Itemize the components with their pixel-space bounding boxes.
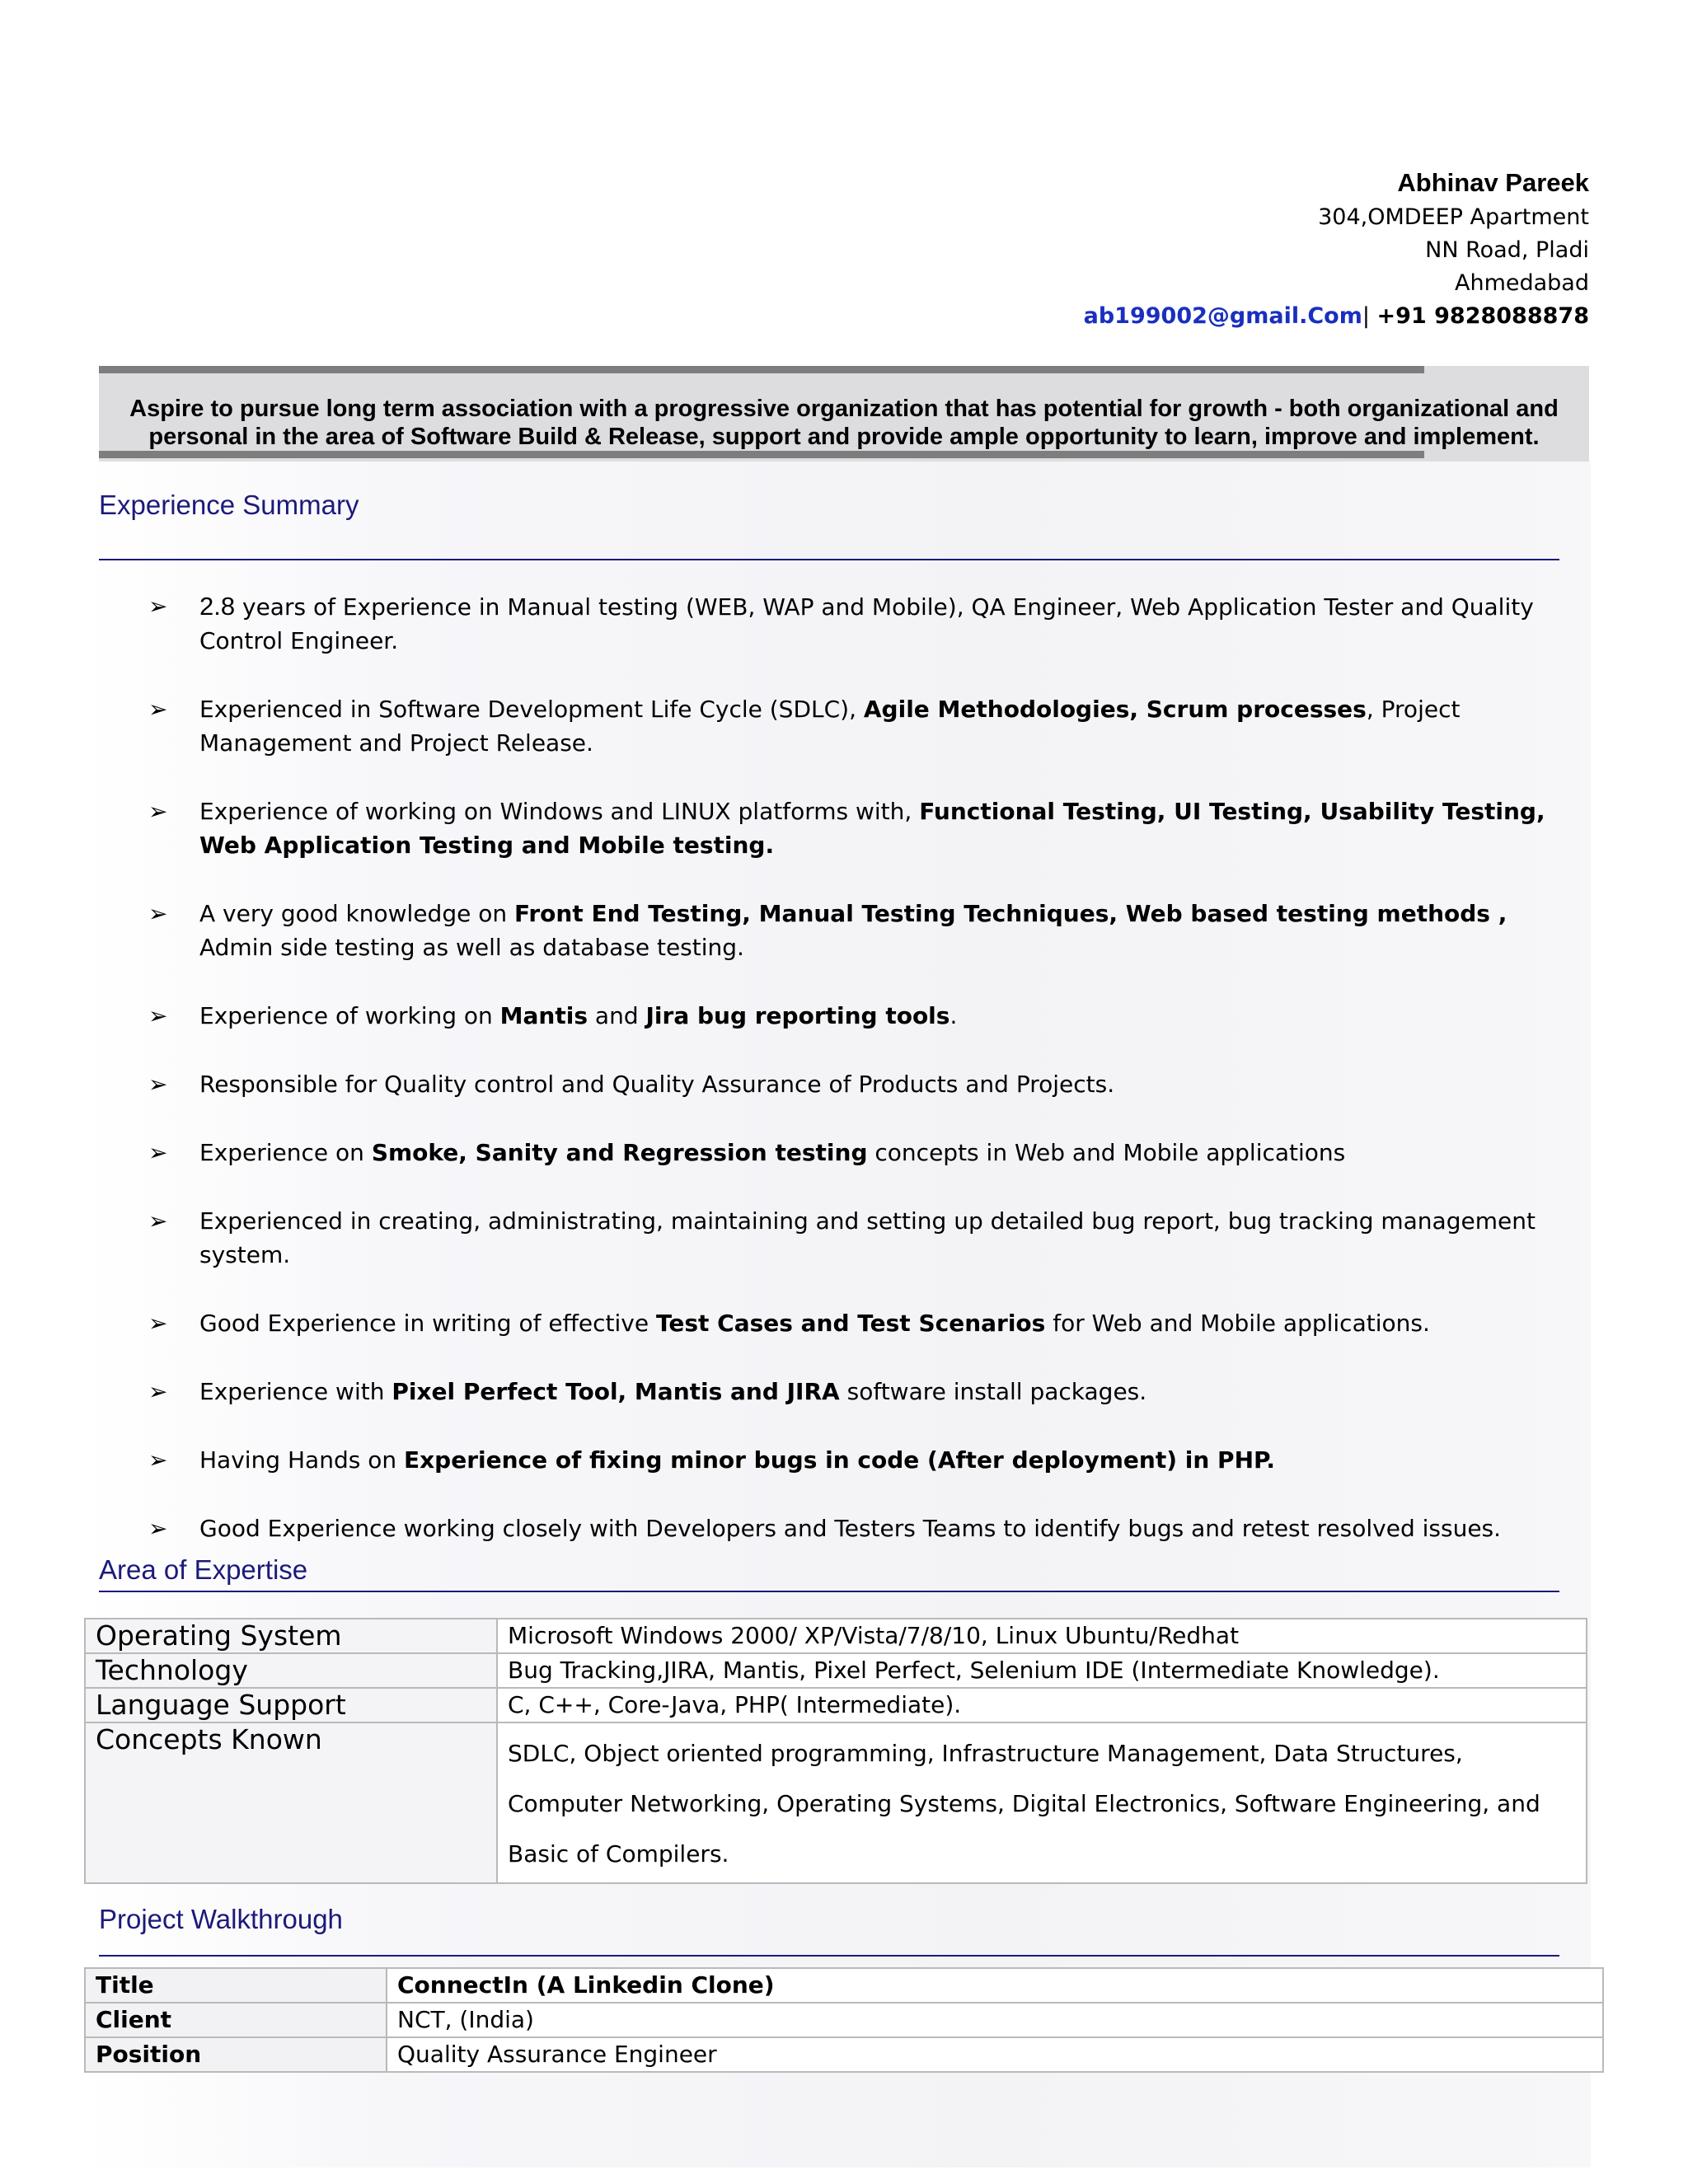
bullet-text: concepts in Web and Mobile applications: [867, 1139, 1346, 1166]
address-line-2: NN Road, Pladi: [1425, 237, 1589, 263]
bullet-text: A very good knowledge on: [199, 900, 514, 927]
table-row: [85, 1688, 1587, 1722]
expertise-value: C, C++, Core-Java, PHP( Intermediate).: [497, 1688, 1587, 1722]
arrow-bullet-icon: ➢: [148, 1071, 168, 1098]
table-row: [85, 1653, 1587, 1688]
bullet-text: and: [588, 1002, 646, 1029]
expertise-key: Concepts Known: [85, 1722, 497, 1883]
list-item: [148, 999, 1582, 1033]
bullet-text: Good Experience in writing of effective: [199, 1310, 656, 1337]
bullet-text-bold: Smoke, Sanity and Regression testing: [371, 1139, 868, 1166]
objective-text: [99, 395, 1589, 451]
bullet-text: years of Experience in Manual testing (WEB, WAP and Mobile), QA Engineer, Web Application Tester and Quality Control Engineer.: [199, 593, 1534, 654]
section-title-area-of-expertise: Area of Expertise: [99, 1554, 308, 1585]
bullet-text: for Web and Mobile applications.: [1045, 1310, 1430, 1337]
arrow-bullet-icon: ➢: [148, 900, 168, 927]
bullet-text: Experience with: [199, 1378, 392, 1405]
experience-bullet-list: [148, 589, 1582, 1580]
list-item: [148, 1375, 1582, 1408]
project-table: [84, 1967, 1604, 2073]
email-link[interactable]: ab199002@gmail.Com: [1083, 303, 1362, 329]
list-item: [148, 692, 1582, 760]
bullet-text: , Project Management and Project Release.: [199, 696, 1461, 757]
list-item: [148, 1067, 1582, 1101]
bullet-text-bold: Test Cases and Test Scenarios: [655, 1310, 1046, 1337]
bullet-text: Responsible for Quality control and Quality Assurance of Products and Projects.: [199, 1071, 1115, 1098]
objective-line-2: personal in the area of Software Build & Release, support and provide ample opportunity to learn, improve and implement.: [148, 424, 1540, 450]
bullet-text: Experienced in Software Development Life Cycle (SDLC),: [199, 696, 864, 723]
list-item: [148, 897, 1582, 964]
bullet-text-bold: Mantis: [499, 1002, 588, 1029]
project-key: Client: [85, 2003, 387, 2037]
table-row: [85, 2003, 1603, 2037]
expertise-value: SDLC, Object oriented programming, Infrastructure Management, Data Structures, Computer Networking, Operating Systems, Digital Electronics, Software Engineering, and Basic of Compilers.: [497, 1722, 1587, 1883]
list-item: [148, 1136, 1582, 1169]
arrow-bullet-icon: ➢: [148, 1446, 168, 1474]
objective-line-1: Aspire to pursue long term association with a progressive organization that has potential for growth - both organizational and: [129, 396, 1559, 422]
arrow-bullet-icon: ➢: [148, 1139, 168, 1166]
section-rule-experience: [99, 559, 1559, 560]
project-value: Quality Assurance Engineer: [387, 2037, 1603, 2072]
section-title-experience-summary: Experience Summary: [99, 490, 359, 520]
bullet-text: Experienced in creating, administrating, maintaining and setting up detailed bug report, bug tracking management system.: [199, 1207, 1536, 1268]
phone-number: +91 9828088878: [1376, 303, 1589, 329]
bullet-text-bold: Experience of fixing minor bugs in code (After deployment) in PHP.: [403, 1446, 1276, 1474]
bullet-text-bold: Functional Testing, UI Testing, Usability Testing, Web Application Testing and Mobile testing.: [199, 798, 1545, 859]
arrow-bullet-icon: ➢: [148, 1207, 168, 1235]
expertise-key: Technology: [85, 1653, 497, 1688]
section-rule-project: [99, 1955, 1559, 1957]
list-item: [148, 1204, 1582, 1272]
project-value: ConnectIn (A Linkedin Clone): [387, 1968, 1603, 2003]
project-value: NCT, (India): [387, 2003, 1603, 2037]
arrow-bullet-icon: ➢: [148, 1378, 168, 1405]
section-rule-expertise: [99, 1591, 1559, 1592]
bullet-text: Admin side testing as well as database testing.: [199, 934, 744, 961]
address-line-1: 304,OMDEEP Apartment: [1318, 204, 1589, 230]
table-row: [85, 1722, 1587, 1883]
arrow-bullet-icon: ➢: [148, 798, 168, 825]
section-title-project-walkthrough: Project Walkthrough: [99, 1904, 343, 1934]
arrow-bullet-icon: ➢: [148, 593, 168, 620]
project-key: Position: [85, 2037, 387, 2072]
bullet-text-bold: Agile Methodologies, Scrum processes: [863, 696, 1367, 723]
bullet-text-bold: Jira bug reporting tools: [645, 1002, 950, 1029]
objective-bottom-rule: [99, 451, 1424, 458]
arrow-bullet-icon: ➢: [148, 1515, 168, 1542]
bullet-text: Good Experience working closely with Developers and Testers Teams to identify bugs and retest resolved issues.: [199, 1515, 1502, 1542]
bullet-text: 2.8: [199, 592, 236, 621]
candidate-name: Abhinav Pareek: [1397, 168, 1589, 197]
table-row: [85, 2037, 1603, 2072]
expertise-key: Language Support: [85, 1688, 497, 1722]
arrow-bullet-icon: ➢: [148, 696, 168, 723]
contact-line: [1084, 300, 1589, 333]
table-row: [85, 1619, 1587, 1653]
table-row: [85, 1968, 1603, 2003]
list-item: [148, 794, 1582, 862]
objective-top-rule: [99, 366, 1424, 373]
list-item: [148, 1306, 1582, 1340]
list-item: [148, 589, 1582, 658]
expertise-value: Bug Tracking,JIRA, Mantis, Pixel Perfect, Selenium IDE (Intermediate Knowledge).: [497, 1653, 1587, 1688]
bullet-text: Experience of working on Windows and LINUX platforms with,: [199, 798, 920, 825]
project-key: Title: [85, 1968, 387, 2003]
bullet-text: .: [950, 1002, 958, 1029]
arrow-bullet-icon: ➢: [148, 1310, 168, 1337]
bullet-text: Experience of working on: [199, 1002, 500, 1029]
list-item: [148, 1443, 1582, 1477]
bullet-text: Experience on: [199, 1139, 372, 1166]
bullet-text: Having Hands on: [199, 1446, 404, 1474]
expertise-value: Microsoft Windows 2000/ XP/Vista/7/8/10, Linux Ubuntu/Redhat: [497, 1619, 1587, 1653]
list-item: [148, 1511, 1582, 1545]
contact-header: [1084, 165, 1589, 333]
bullet-text-bold: Pixel Perfect Tool, Mantis and JIRA: [392, 1378, 840, 1405]
arrow-bullet-icon: ➢: [148, 1002, 168, 1029]
contact-separator: |: [1362, 303, 1377, 329]
address-line-3: Ahmedabad: [1454, 270, 1589, 296]
objective-banner: [99, 366, 1589, 462]
bullet-text-bold: Front End Testing, Manual Testing Techniques, Web based testing methods ,: [514, 900, 1507, 927]
bullet-text: software install packages.: [839, 1378, 1147, 1405]
expertise-table: [84, 1618, 1587, 1884]
expertise-key: Operating System: [85, 1619, 497, 1653]
